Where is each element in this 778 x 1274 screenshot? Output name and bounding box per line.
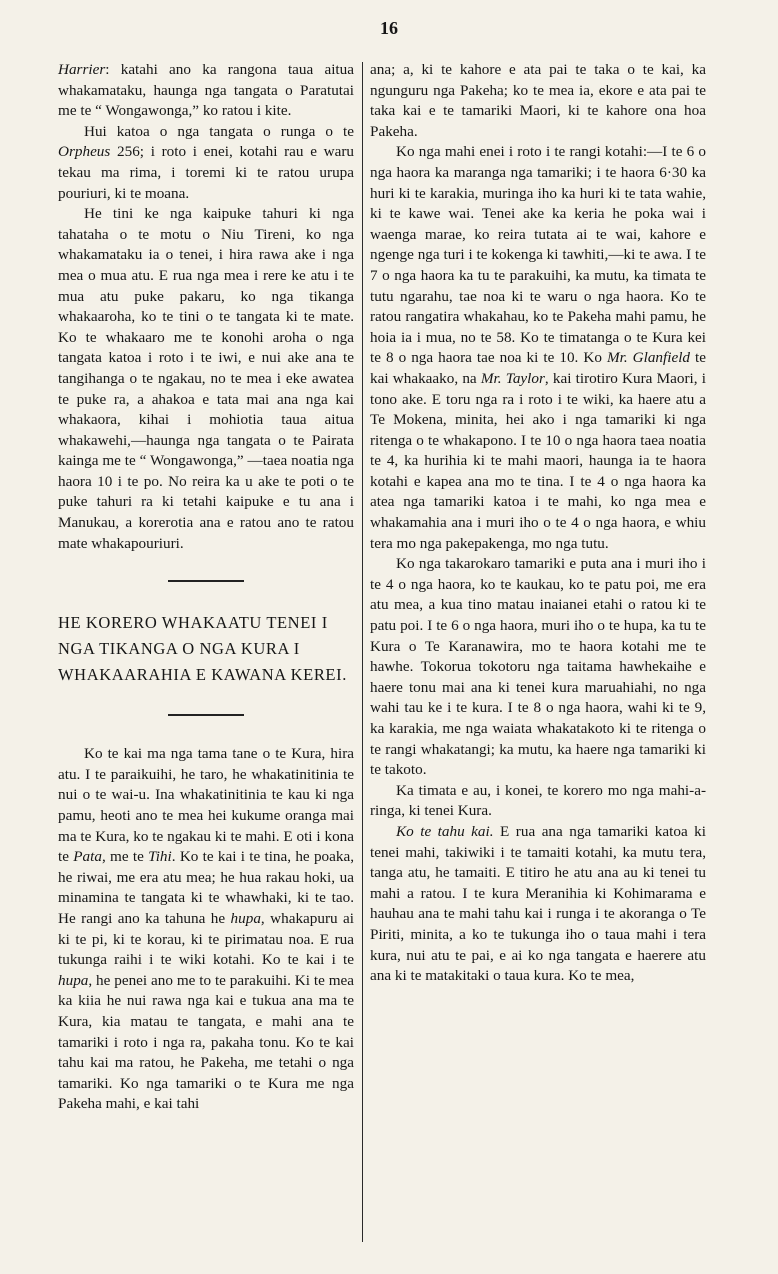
paragraph-continued: ana; a, ki te kahore e ata pai te taka o te kai, ka ngunguru nga Pakeha; ko te mea ia, ekore e ata pai te taka kai e te tamariki Maori, ki te kahore ona hoa Pakeha. xyxy=(370,61,706,140)
italic-word: Pata xyxy=(73,848,102,866)
paragraph-text: . Ko te kai i te tina, he poaka, he riwai, me era atu mea; he hua rakau hoki, ua minamina te tangata ki te whawhaki, ki te tao. He rangi ano ka tahuna he xyxy=(58,848,354,927)
section-rule xyxy=(168,580,244,582)
paragraph-games: Ko nga takarokaro tamariki e puta ana i muri iho i te 4 o nga haora, ko te kaukau, ko te patu poi, me era atu mea, a kua tino matau inaianei etahi o ratou ki te patu poi. I te 6 o nga haora, muri iho o te hupa, ka tu te Kura o Te Karanawira, mo te haora kotahi me te hawhe. Tokorua tokotoru nga taitama hawhekaihe e haere tonu mai ana ki tenei kura maruahiahi, no nga wahi tau ke i te kura. I te 8 o nga haora, wahi ki te 9, ka karakia, me nga waiata whakatakoto ki te ritenga o te rangi whakatangi; ka mutu, ka haere nga tamariki ki te takoto. xyxy=(370,555,706,779)
paragraph-handwork-intro: Ka timata e au, i konei, te korero mo nga mahi-a-ringa, ki tenei Kura. xyxy=(370,781,706,820)
column-divider xyxy=(362,62,363,1242)
ship-name-harrier: Harrier xyxy=(58,61,106,78)
article-heading: HE KORERO WHAKAATU TENEI I NGA TIKANGA O NGA KURA I WHAKAARAHIA E KAWANA KEREI. xyxy=(58,613,347,685)
paragraph-cooking xyxy=(370,822,706,987)
paragraph-text: Ko nga mahi enei i roto i te rangi kotahi:—I te 6 o nga haora ka maranga nga tamariki; i te haora 6·30 ka huri ki te karakia, muringa iho ka huri ki te tata wahie, ki te kawe wai. Tenei ake ka keria he poka wai i waenga marae, ko reira tutata ai te wai, kahore e ngenge nga turi i te kokenga ki tawhiti,—ki te awa. I te 7 o nga haora ka tu te parakuihi, ka mutu, ka timata te tutu ngarahu, tae noa ki te waru o nga haora. Ko te ratou rangatira whakahau, ko te Pakeha mahi pamu, he hoia ia i mua, no te 58. Ko te timatanga o te Kura kei te 8 o nga haora tae noa ki te 10. Ko xyxy=(370,143,706,367)
paragraph-text: Ko te kai ma nga tama tane o te Kura, hira atu. I te paraikuihi, he taro, he whakatinitinia te nui o te wai-u. Ina whakatinitinia te kau ki nga pamu, heoti ano te mea hei kukume oranga mai ma te Kura, ko te ngakau ki te mahi. E oti i kona te xyxy=(58,745,354,866)
paragraph-daily-routine xyxy=(370,142,706,554)
ship-name-orpheus: Orpheus xyxy=(58,143,111,161)
section-lead: Ko te tahu kai. xyxy=(396,822,494,840)
paragraph-shipwrecks: He tini ke nga kaipuke tahuri ki nga tahataha o te motu o Niu Tireni, ko nga whakamataku ia o tenei, i hira rawa ake i nga mea o mua atu. E rua nga mea i rere ke atu i te mua atu puke pakaru, ko nga tikanga whakaaroha, ko te tini o te tangata ki te mate. Ko te whakaaro me te konohi aroha o nga tangata katoa i roto i te iwi, e nui ake ana te tangihanga o te ngakau, no te mea i eke awatea te puke ra, a ahakoa e tata mai ana nga kai whakaora, kihai i mohiotia taua aitua whakawehi,—haunga nga tangata o te Pairata kainga me te “ Wongawonga,” —taea noatia nga haora 10 i te po. No reira ka u ake te poti o te puke tahuri ra ki tetahi kaipuke e tu ana i Manukau, a korerotia ana e ratou ano te ratou mate whakapouriuri. xyxy=(58,205,354,552)
paragraph-school-food xyxy=(58,744,354,1115)
paragraph-orpheus xyxy=(58,122,354,204)
paragraph-text: 256; i roto i enei, kotahi rau e waru tekau ma rima, i toremi ki te ratou urupa pouriuri, ki te moana. xyxy=(58,143,354,202)
person-name: Mr. Taylor xyxy=(480,369,545,387)
italic-word: hupa xyxy=(230,910,261,927)
paragraph-text: te kai whakaako, na xyxy=(370,349,706,387)
paragraph-text: Hui katoa o nga tangata o runga o te xyxy=(84,122,354,140)
person-name: Mr. Glanfield xyxy=(606,349,691,367)
paragraph-harrier xyxy=(58,60,354,122)
section-rule xyxy=(168,714,244,716)
paragraph-text: , kai tirotiro Kura Maori, i tono ake. E toru nga ra i roto i te wiki, ka haere atu a Te Mokena, minita, hei ako i nga tamariki ki nga ritenga o te whakapono. I te 10 o nga haora taea noatia te 4, ka hurihia ki te mahi maori, haunga ia te haora kotahi e kapea ana mo te tina. I te 4 o nga haora ka atea nga tamariki katoa i te mahi, ko nga mea e whakamahia ana i muri iho o te 4 o nga haora, e whiu tera mo nga pakepakenga, mo nga tutu. xyxy=(370,369,706,552)
paragraph-text: : katahi ano ka rangona taua aitua whakamataku, haunga nga tangata o Paratutai me te “ Wongawonga,” ko ratou i kite. xyxy=(58,61,354,120)
left-column xyxy=(58,60,354,1115)
page-number: 16 xyxy=(380,18,398,38)
right-column xyxy=(370,60,706,987)
paragraph-text: , he penei ano me to te parakuihi. Ki te mea ka kiia he nui rawa nga kai e tukua ana ma te Kura, kia matau te tangata, e mahi ana te tamariki i roto i nga ra, pakaha tonu. Ko te kai tahu kai ma ratou, he Pakeha, me tetahi o nga tamariki. Ko nga tamariki o te Kura me nga Pakeha mahi, e kai tahi xyxy=(58,971,354,1113)
italic-word: Tihi xyxy=(148,848,172,866)
italic-word: hupa xyxy=(58,971,89,989)
paragraph-text: , me te xyxy=(101,848,149,866)
paragraph-text: E rua ana nga tamariki katoa ki tenei mahi, takiwiki i te tamaiti kotahi, ka mutu tera, tanga atu, he tamaiti. E titiro he atu ana au ki tenei tu mahi a ratou. I te kura Meranihia ki Kohimarama e hauhau ana te mahi tahu kai i runga i te akoranga o Te Piriti, minita, a ko te tukunga iho o taua mahi i tera kura, nui atu te pai, e ai ko nga tangata e haerere atu ana ki te matakitaki o taua kura. Ko te mea, xyxy=(370,822,706,985)
paragraph-text: , whakapuru ai ki te pi, ki te korau, ki te pirimatau noa. E rua tukunga raihi i te wiki kotahi. Ko te kai i te xyxy=(58,910,355,969)
